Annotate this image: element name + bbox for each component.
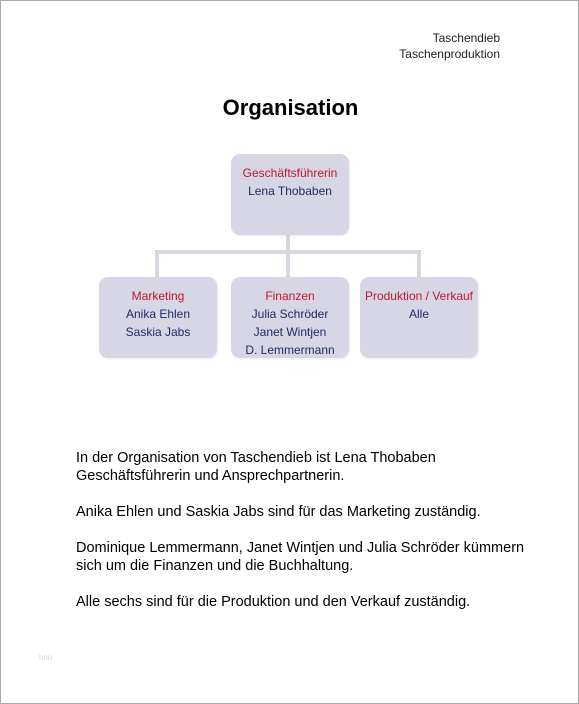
org-person: Saskia Jabs [125, 325, 191, 339]
org-person: Julia Schröder [251, 307, 329, 321]
paragraph: Dominique Lemmermann, Janet Wintjen und Julia Schröder kümmern sich um die Finanzen und die Buchhaltung. [76, 540, 525, 574]
org-role: Geschäftsführerin [242, 166, 338, 180]
company-subtitle: Taschenproduktion [399, 47, 500, 61]
org-box-marketing [99, 277, 217, 358]
paragraph: Anika Ehlen und Saskia Jabs sind für das Marketing zuständig. [76, 504, 481, 520]
org-box-finanzen [231, 277, 349, 358]
body-text [76, 449, 536, 629]
org-box-geschaeftsfuehrung [231, 154, 349, 235]
company-header [399, 30, 500, 62]
page-title: Organisation [222, 95, 359, 120]
org-person: D. Lemmermann [245, 343, 335, 357]
connector-vertical-top [286, 234, 290, 251]
org-role: Produktion / Verkauf [364, 289, 474, 303]
org-person: Anika Ehlen [125, 307, 191, 321]
watermark: hno [39, 653, 53, 662]
connector-vertical-left [155, 250, 159, 278]
org-role: Finanzen [265, 289, 315, 303]
org-box-produktion-verkauf [360, 277, 478, 358]
paragraph: Alle sechs sind für die Produktion und den Verkauf zuständig. [76, 594, 471, 610]
org-person: Janet Wintjen [253, 325, 327, 339]
org-person: Alle [408, 307, 429, 321]
paragraph: In der Organisation von Taschendieb ist Lena Thobaben Geschäftsführerin und Ansprechpartnerin. [76, 450, 436, 484]
connector-vertical-right [417, 250, 421, 278]
org-person: Lena Thobaben [248, 184, 332, 198]
org-role: Marketing [131, 289, 185, 303]
connector-vertical-middle [286, 250, 290, 278]
company-name: Taschendieb [432, 31, 500, 45]
